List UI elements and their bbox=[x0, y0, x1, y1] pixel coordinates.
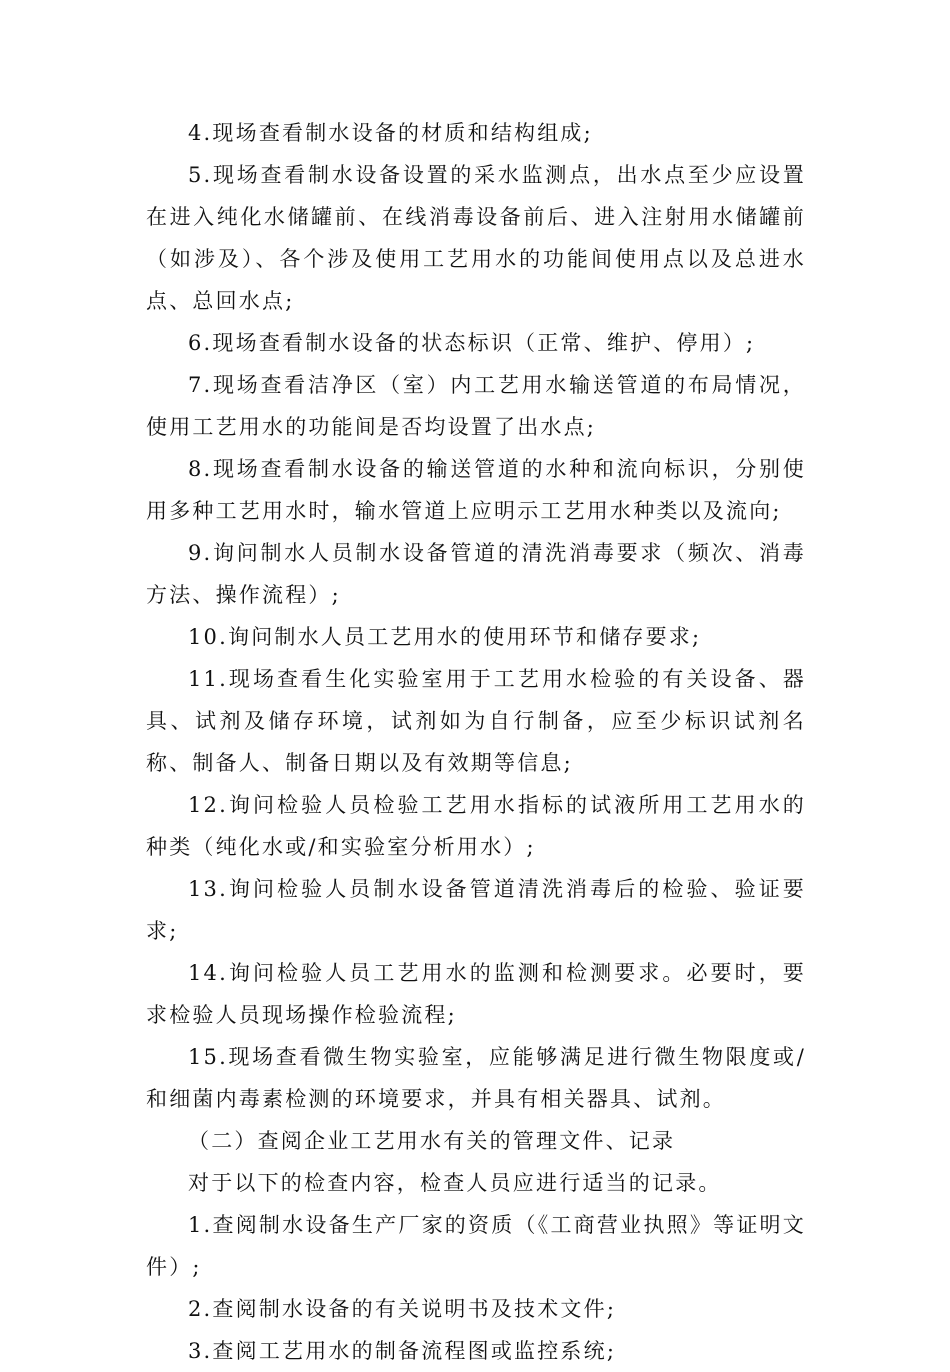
document-body bbox=[146, 112, 806, 1372]
section-heading-records: （二）查阅企业工艺用水有关的管理文件、记录 bbox=[188, 1129, 676, 1153]
section-intro: 对于以下的检查内容，检查人员应进行适当的记录。 bbox=[188, 1171, 722, 1195]
paragraph-item-4-material: 4.现场查看制水设备的材质和结构组成; bbox=[188, 121, 593, 145]
paragraph-item-12-test-water: 12.询问检验人员检验工艺用水指标的试液所用工艺用水的种类（纯化水或/和实验室分析用水）; bbox=[146, 793, 806, 859]
paragraph-item-11-lab-equipment: 11.现场查看生化实验室用于工艺用水检验的有关设备、器具、试剂及储存环境，试剂如为自行制备，应至少标识试剂名称、制备人、制备日期以及有效期等信息; bbox=[146, 667, 806, 775]
records-item-2-manuals: 2.查阅制水设备的有关说明书及技术文件; bbox=[188, 1297, 617, 1321]
paragraph-item-10-usage-storage: 10.询问制水人员工艺用水的使用环节和储存要求; bbox=[188, 625, 702, 649]
paragraph-item-9-cleaning: 9.询问制水人员制水设备管道的清洗消毒要求（频次、消毒方法、操作流程）; bbox=[146, 541, 806, 607]
paragraph-item-5-monitoring-points: 5.现场查看制水设备设置的采水监测点，出水点至少应设置在进入纯化水储罐前、在线消毒设备前后、进入注射用水储罐前（如涉及）、各个涉及使用工艺用水的功能间使用点以及总进水点、总回水点; bbox=[146, 163, 806, 313]
records-item-3-flowchart: 3.查阅工艺用水的制备流程图或监控系统; bbox=[188, 1339, 617, 1363]
paragraph-item-15-micro-lab: 15.现场查看微生物实验室，应能够满足进行微生物限度或/和细菌内毒素检测的环境要求，并具有相关器具、试剂。 bbox=[146, 1045, 806, 1111]
paragraph-item-13-validation: 13.询问检验人员制水设备管道清洗消毒后的检验、验证要求; bbox=[146, 877, 806, 943]
paragraph-item-7-pipe-layout: 7.现场查看洁净区（室）内工艺用水输送管道的布局情况，使用工艺用水的功能间是否均设置了出水点; bbox=[146, 373, 806, 439]
paragraph-item-14-monitoring: 14.询问检验人员工艺用水的监测和检测要求。必要时，要求检验人员现场操作检验流程; bbox=[146, 961, 806, 1027]
paragraph-item-6-status-labels: 6.现场查看制水设备的状态标识（正常、维护、停用）; bbox=[188, 331, 756, 355]
records-item-1-qualification: 1.查阅制水设备生产厂家的资质（《工商营业执照》等证明文件）; bbox=[146, 1213, 806, 1279]
paragraph-item-8-flow-labels: 8.现场查看制水设备的输送管道的水种和流向标识，分别使用多种工艺用水时，输水管道上应明示工艺用水种类以及流向; bbox=[146, 457, 806, 523]
